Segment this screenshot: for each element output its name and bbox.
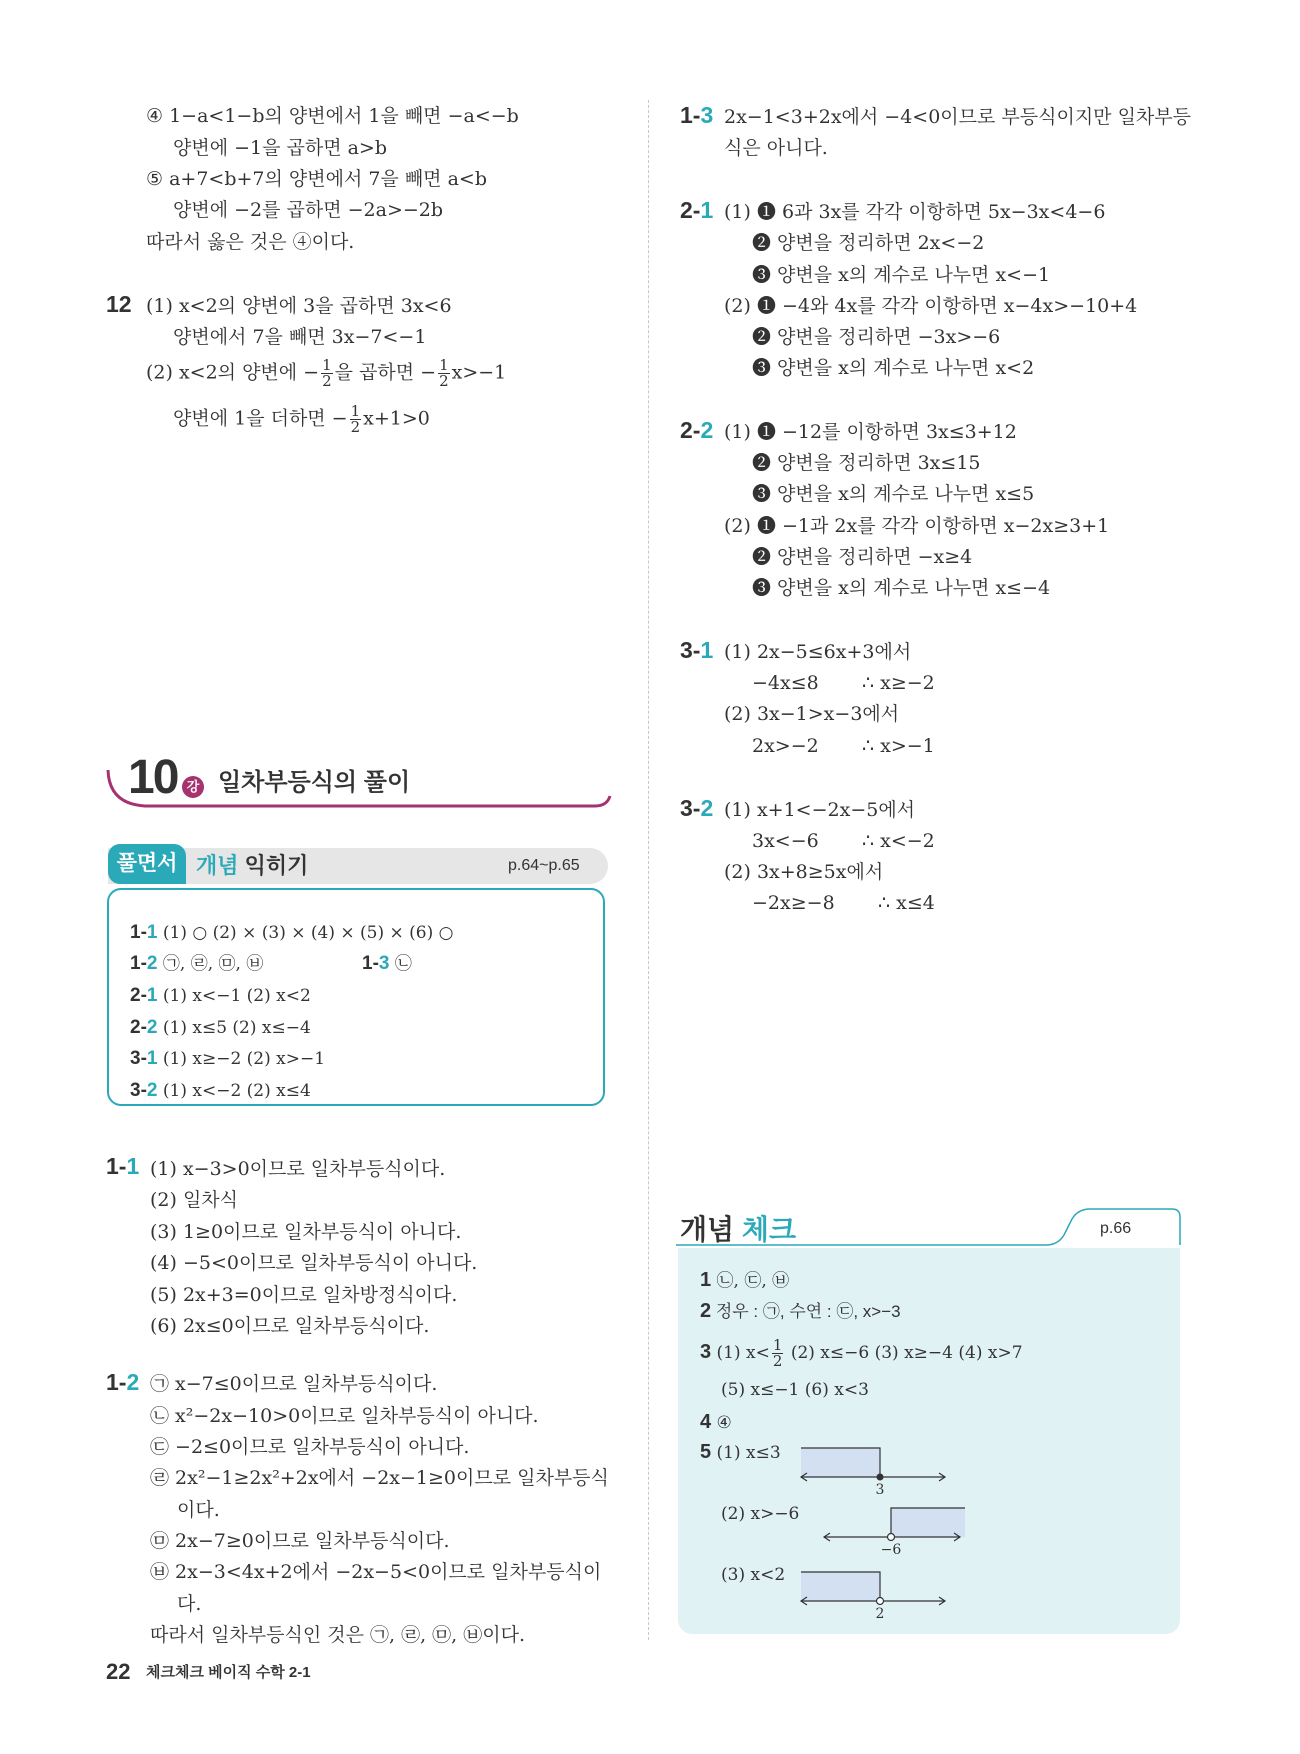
text-line: ㉥ 2x−3<4x+2에서 −2x−5<0이므로 일차부등식이 (150, 1561, 602, 1583)
answer-text: ㉠, ㉣, ㉤, ㉥ (162, 954, 264, 974)
problem-number: 1-3 (680, 102, 714, 128)
answer-text: ㉡ (394, 954, 412, 974)
text-line: 다. (177, 1593, 202, 1615)
text-line: (1) 2x−5≤6x+3에서 (724, 641, 912, 663)
text-line: ∴ x≤4 (878, 892, 935, 914)
text-line: (1) ❶ −12를 이항하면 3x≤3+12 (724, 421, 1017, 443)
text-line: 식은 아니다. (724, 137, 828, 159)
problem-number: 12 (106, 291, 132, 317)
text-line: (6) 2x≤0이므로 일차부등식이다. (150, 1315, 430, 1337)
text-line: (5) 2x+3=0이므로 일차방정식이다. (150, 1284, 458, 1306)
check-item: 1 ㉡, ㉢, ㉥ (700, 1269, 790, 1291)
text-line: ㉣ 2x²−1≥2x²+2x에서 −2x−1≥0이므로 일차부등식 (150, 1467, 609, 1489)
text-line: (2) 일차식 (150, 1189, 239, 1211)
tick-label: 3 (875, 1482, 885, 1498)
fraction-denominator: 2 (439, 372, 449, 390)
fraction-numerator: 1 (439, 356, 449, 374)
answer-label: 1-2 (130, 953, 158, 974)
text-line: −4x≤8 (752, 672, 819, 694)
text-line: 양변에 −1을 곱하면 a>b (173, 137, 388, 159)
text-line: −2x≥−8 (752, 892, 835, 914)
check-item: (2) x>−6 (721, 1504, 800, 1524)
number-line-2 (820, 1500, 970, 1560)
lecture-badge: 강 (182, 776, 204, 798)
closed-point (877, 1474, 884, 1481)
section-title (196, 850, 308, 882)
lecture-number: 10 (128, 751, 178, 804)
page-reference: p.66 (1100, 1220, 1132, 1237)
text-line: ㉢ −2≤0이므로 일차부등식이 아니다. (150, 1436, 470, 1458)
check-item: 2 정우 : ㉠, 수연 : ㉢, x>−3 (700, 1300, 901, 1322)
column-divider (648, 100, 649, 1640)
text-line: 따라서 옳은 것은 ④이다. (146, 231, 355, 253)
text-line: (2) 3x−1>x−3에서 (724, 703, 900, 725)
text-line: (2) ❶ −4와 4x를 각각 이항하면 x−4x>−10+4 (724, 295, 1138, 317)
text-line: ∴ x>−1 (862, 735, 935, 757)
fraction (438, 358, 450, 389)
text-segment: x>−1 (451, 361, 507, 384)
answer-label: 2-2 (130, 1017, 158, 1038)
fraction: $\frac{1}{2}$ (772, 1336, 783, 1370)
answer-row (130, 1017, 311, 1039)
text-line: (2) ❶ −1과 2x를 각각 이항하면 x−2x≥3+1 (724, 515, 1110, 537)
text-line: ❷ 양변을 정리하면 3x≤15 (752, 452, 981, 474)
problem-number: 2-1 (680, 197, 714, 223)
text-line: ∴ x<−2 (862, 830, 935, 852)
tick-label: −6 (880, 1542, 902, 1558)
text-line: 3x<−6 (752, 830, 819, 852)
problem-number: 2-2 (680, 417, 714, 443)
answer-row (362, 953, 412, 975)
text-segment: (2) x<2의 양변에 − (146, 361, 320, 384)
answer-row (130, 1048, 325, 1070)
text-line: (1) x+1<−2x−5에서 (724, 799, 916, 821)
text-line: (4) −5<0이므로 일차부등식이 아니다. (150, 1252, 478, 1274)
text-line: (2) 3x+8≥5x에서 (724, 861, 884, 883)
answer-text: (1) x≥−2 (2) x>−1 (162, 1049, 326, 1069)
book-title: 체크체크 베이직 수학 2-1 (146, 1664, 311, 1681)
text-line: 양변에서 7을 빼면 3x−7<−1 (173, 326, 427, 348)
answer-row (130, 985, 311, 1007)
text-line-with-fraction (173, 404, 430, 435)
shaded-region (891, 1508, 965, 1537)
answer-label: 3-1 (130, 1048, 158, 1069)
answer-label: 2-1 (130, 985, 158, 1006)
text-segment: x+1>0 (363, 407, 430, 430)
fraction-numerator: 1 (322, 356, 332, 374)
number-line-1 (795, 1440, 955, 1500)
text-line: ❷ 양변을 정리하면 −3x>−6 (752, 326, 1001, 348)
text-line: ⑤ a+7<b+7의 양변에서 7을 빼면 a<b (146, 168, 487, 190)
answer-row (130, 953, 263, 975)
check-item: (3) x<2 (721, 1565, 786, 1585)
text-line: 양변에 −2를 곱하면 −2a>−2b (173, 199, 444, 221)
text-line: ❸ 양변을 x의 계수로 나누면 x≤5 (752, 483, 1035, 505)
shaded-region (801, 1572, 880, 1601)
text-line: 2x−1<3+2x에서 −4<0이므로 부등식이지만 일차부등 (724, 106, 1191, 128)
text-line: ❸ 양변을 x의 계수로 나누면 x≤−4 (752, 577, 1051, 599)
text-line: 따라서 일차부등식인 것은 ㉠, ㉣, ㉤, ㉥이다. (150, 1624, 525, 1646)
fraction-denominator: 2 (350, 418, 361, 436)
text-line: ㉤ 2x−7≥0이므로 일차부등식이다. (150, 1530, 450, 1552)
fraction-denominator: 2 (322, 372, 332, 390)
text-line: ㉡ x²−2x−10>0이므로 일차부등식이 아니다. (150, 1405, 539, 1427)
text-segment: 을 곱하면 − (334, 361, 437, 384)
text-line: ❸ 양변을 x의 계수로 나누면 x<2 (752, 357, 1035, 379)
answer-label: 1-3 (362, 953, 390, 974)
answer-text: (1) x<−2 (2) x≤4 (162, 1081, 311, 1101)
check-item: (5) x≤−1 (6) x<3 (721, 1380, 869, 1400)
answer-row (130, 1080, 311, 1102)
problem-number: 3-2 (680, 795, 714, 821)
check-item: 5 (1) x≤3 (700, 1441, 781, 1463)
problem-number: 3-1 (680, 637, 714, 663)
answer-label: 1-1 (130, 922, 158, 943)
text-segment: 양변에 1을 더하면 − (173, 407, 348, 430)
page-reference: p.64~p.65 (508, 857, 580, 874)
text-line: (1) ❶ 6과 3x를 각각 이항하면 5x−3x<4−6 (724, 201, 1106, 223)
text-line: ∴ x≥−2 (862, 672, 935, 694)
check-title: 개념 체크 (680, 1214, 796, 1245)
open-point (877, 1598, 884, 1605)
check-item: 3 (1) x< $\frac{1}{2}$ (2) x≤−6 (3) x≥−4 (4) x>7 (700, 1336, 1023, 1370)
number-line-3 (795, 1564, 955, 1624)
text-line: ❸ 양변을 x의 계수로 나누면 x<−1 (752, 264, 1051, 286)
answer-text: (1) x<−1 (2) x<2 (162, 986, 311, 1006)
answer-text: (1) ○ (2) × (3) × (4) × (5) × (6) ○ (162, 923, 454, 943)
fraction-numerator: 1 (350, 402, 361, 420)
problem-number: 1-1 (106, 1153, 140, 1179)
section-title-rest: 익히기 (238, 853, 309, 878)
text-line: ㉠ x−7≤0이므로 일차부등식이다. (150, 1373, 438, 1395)
text-line: (1) x−3>0이므로 일차부등식이다. (150, 1158, 446, 1180)
open-point (888, 1534, 895, 1541)
fraction (321, 358, 333, 389)
text-line: ❷ 양변을 정리하면 2x<−2 (752, 232, 985, 254)
text-line: ❷ 양변을 정리하면 −x≥4 (752, 546, 973, 568)
text-line: (3) 1≥0이므로 일차부등식이 아니다. (150, 1221, 462, 1243)
answer-row (130, 922, 453, 944)
problem-number: 1-2 (106, 1369, 140, 1395)
lecture-title: 일차부등식의 풀이 (218, 769, 411, 796)
section-title-accent: 개념 (196, 853, 239, 878)
page-number: 22 (106, 1659, 131, 1684)
check-item: 4 ④ (700, 1411, 732, 1433)
text-line: (1) x<2의 양변에 3을 곱하면 3x<6 (146, 295, 452, 317)
text-line: 2x>−2 (752, 735, 819, 757)
shaded-region (801, 1448, 880, 1477)
answer-label: 3-2 (130, 1080, 158, 1101)
text-line-with-fraction (146, 358, 506, 389)
answer-text: (1) x≤5 (2) x≤−4 (162, 1018, 311, 1038)
fraction (350, 404, 362, 435)
text-line: ④ 1−a<1−b의 양변에서 1을 빼면 −a<−b (146, 105, 519, 127)
section-tag: 풀면서 (108, 844, 186, 884)
text-line: 이다. (177, 1499, 220, 1521)
tick-label: 2 (875, 1606, 885, 1622)
